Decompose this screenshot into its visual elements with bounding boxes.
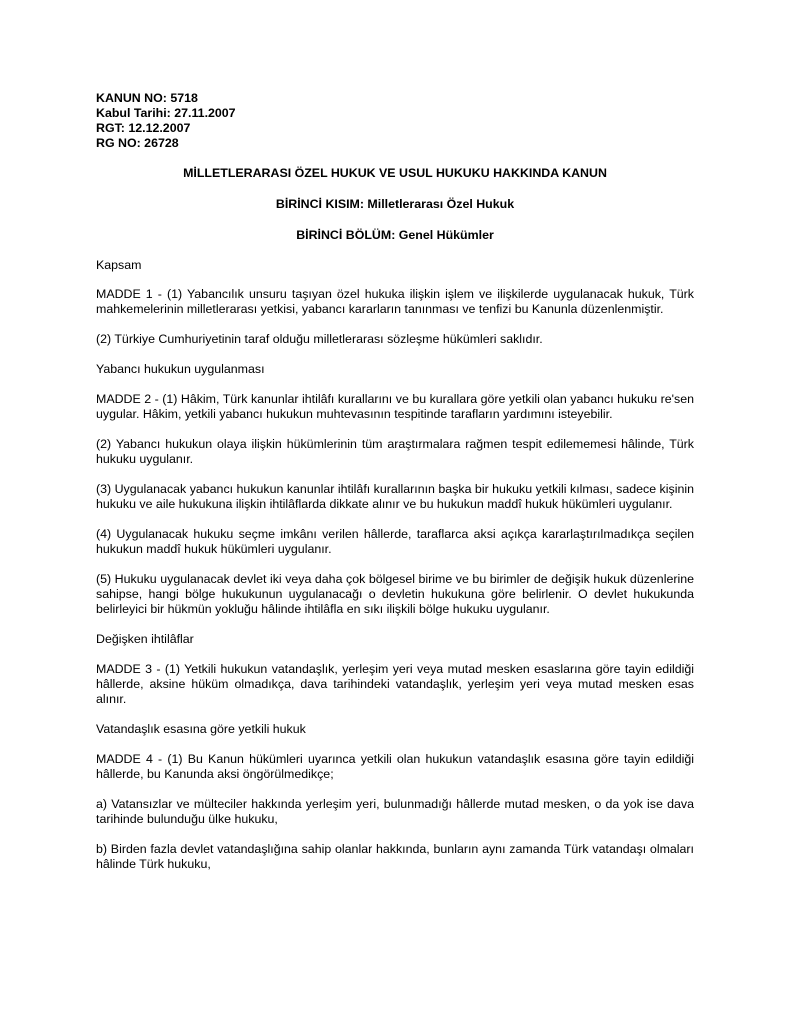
- section-heading-foreign-law: Yabancı hukukun uygulanması: [96, 362, 265, 376]
- law-number: KANUN NO: 5718: [96, 91, 198, 105]
- official-gazette-date: RGT: 12.12.2007: [96, 121, 191, 135]
- article-2-paragraph-2: (2) Yabancı hukukun olaya ilişkin hükümlerinin tüm araştırmalara rağmen tespit edilememesi hâlinde, Türk hukuku uygulanır.: [96, 437, 694, 466]
- official-gazette-number: RG NO: 26728: [96, 136, 179, 150]
- document-page: [96, 91, 694, 872]
- article-1-paragraph-2: (2) Türkiye Cumhuriyetinin taraf olduğu milletlerarası sözleşme hükümleri saklıdır.: [96, 332, 543, 346]
- law-metadata: [96, 91, 694, 151]
- article-4-paragraph-1: MADDE 4 - (1) Bu Kanun hükümleri uyarınca yetkili olan hukukun vatandaşlık esasına göre tayin edildiği hâllerde, bu Kanunda aksi öngörülmedikçe;: [96, 752, 694, 781]
- article-1-paragraph-1: MADDE 1 - (1) Yabancılık unsuru taşıyan özel hukuka ilişkin işlem ve ilişkilerde uygulanacak hukuk, Türk mahkemelerinin milletlerarası yetkisi, yabancı kararların tanınması ve tenfizi bu Kanunla düzenlenmiştir.: [96, 287, 694, 316]
- part-heading: BİRİNCİ KISIM: Milletlerarası Özel Hukuk: [275, 197, 515, 211]
- section-heading-citizenship: Vatandaşlık esasına göre yetkili hukuk: [96, 722, 306, 736]
- article-2-paragraph-1: MADDE 2 - (1) Hâkim, Türk kanunlar ihtilâfı kurallarını ve bu kurallara göre yetkili olan yabancı hukuku re'sen uygular. Hâkim, yetkili yabancı hukukun muhtevasının tespitinde tarafların yardımını isteyebilir.: [96, 392, 694, 421]
- article-2-paragraph-3: (3) Uygulanacak yabancı hukukun kanunlar ihtilâfı kurallarının başka bir hukuku yetkili kılması, sadece kişinin hukuku ve aile hukukuna ilişkin ihtilâflarda dikkate alınır ve bu hukukun maddî hukuk hükümleri uygulanır.: [96, 482, 694, 511]
- section-heading-kapsam: Kapsam: [96, 258, 142, 272]
- document-title: MİLLETLERARASI ÖZEL HUKUK VE USUL HUKUKU HAKKINDA KANUN: [183, 166, 607, 180]
- article-4-item-b: b) Birden fazla devlet vatandaşlığına sahip olanlar hakkında, bunların aynı zamanda Türk vatandaşı olmaları hâlinde Türk hukuku,: [96, 842, 694, 871]
- article-4-item-a: a) Vatansızlar ve mülteciler hakkında yerleşim yeri, bulunmadığı hâllerde mutad mesken, o da yok ise dava tarihinde bulunduğu ülke hukuku,: [96, 797, 694, 826]
- article-2-paragraph-4: (4) Uygulanacak hukuku seçme imkânı verilen hâllerde, taraflarca aksi açıkça kararlaştırılmadıkça seçilen hukukun maddî hukuk hükümleri uygulanır.: [96, 527, 694, 556]
- article-3-paragraph-1: MADDE 3 - (1) Yetkili hukukun vatandaşlık, yerleşim yeri veya mutad mesken esaslarına göre tayin edildiği hâllerde, aksine hüküm olmadıkça, dava tarihindeki vatandaşlık, yerleşim yeri veya mutad mesken esas alınır.: [96, 662, 694, 706]
- acceptance-date: Kabul Tarihi: 27.11.2007: [96, 106, 236, 120]
- article-2-paragraph-5: (5) Hukuku uygulanacak devlet iki veya daha çok bölgesel birime ve bu birimler de değişik hukuk düzenlerine sahipse, hangi bölge hukukunun uygulanacağı o devletin hukukuna göre belirlenir. O devlet hukukunda belirleyici bir hükmün yokluğu hâlinde ihtilâfla en sıkı ilişkili bölge hukuku uygulanır.: [96, 572, 694, 616]
- chapter-heading: BİRİNCİ BÖLÜM: Genel Hükümler: [296, 228, 494, 242]
- section-heading-variable-conflicts: Değişken ihtilâflar: [96, 632, 194, 646]
